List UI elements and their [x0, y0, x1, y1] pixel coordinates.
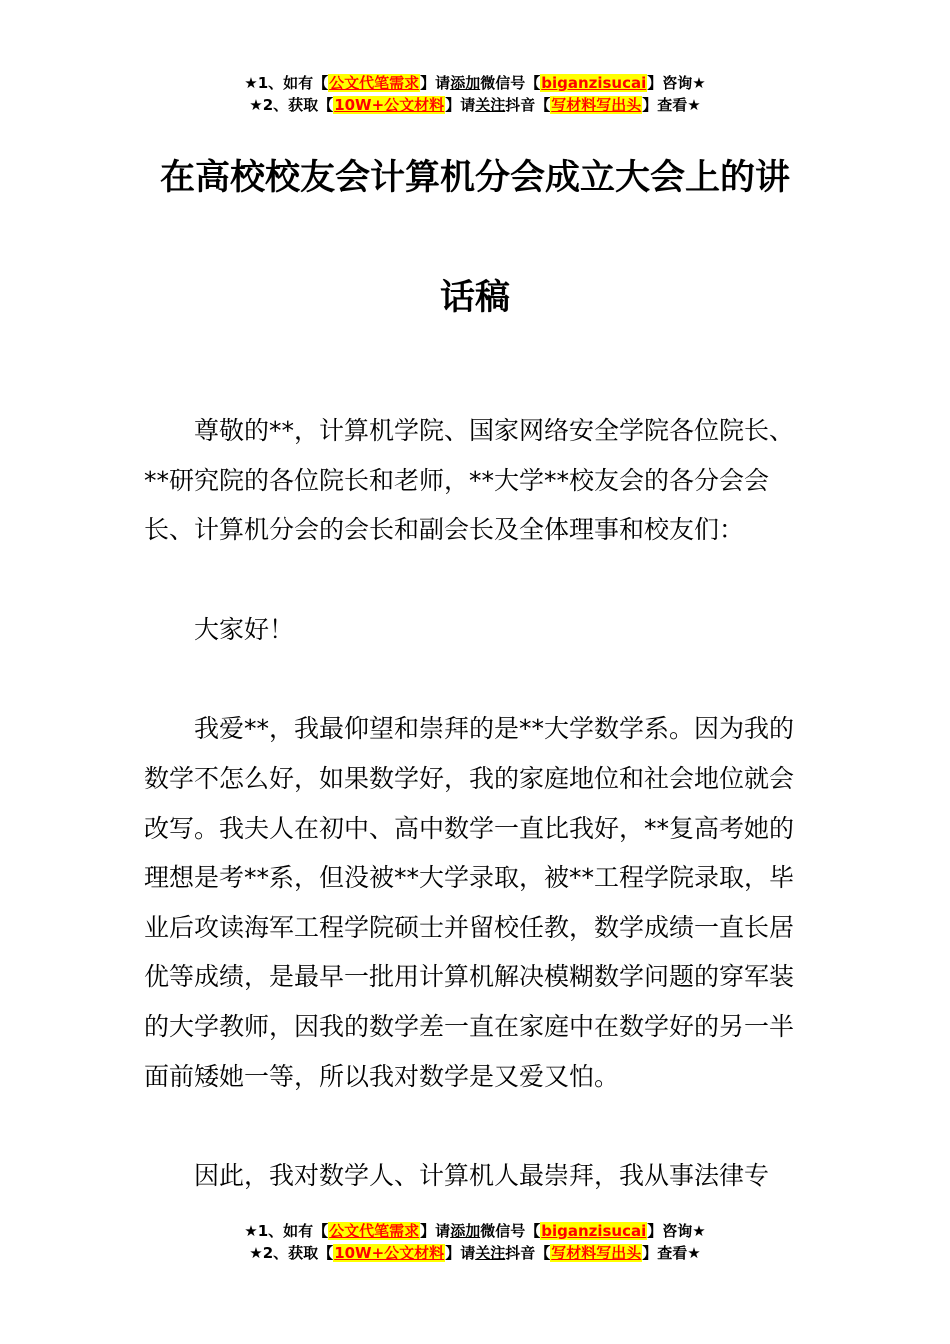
paragraph-admiration: 因此，我对数学人、计算机人最崇拜，我从事法律专: [194, 1161, 770, 1191]
banner-text: ★1、如有【: [244, 74, 329, 92]
highlight-douyin-account: 写材料写出头: [551, 96, 642, 114]
highlight-wechat-id: biganzisucai: [541, 74, 647, 92]
banner-text: 】请: [445, 96, 476, 114]
banner-text: 】请: [445, 1244, 476, 1262]
banner-text: ★1、如有【: [244, 1222, 329, 1240]
banner-underlined-text: 关注: [475, 96, 506, 114]
banner-text: 】咨询★: [647, 1222, 706, 1240]
banner-text: ★2、获取【: [249, 1244, 334, 1262]
banner-text: 】咨询★: [647, 74, 706, 92]
document-body: [144, 406, 812, 1251]
banner-text: 】请: [420, 74, 451, 92]
footer-banner: [0, 1220, 950, 1264]
banner-text: 微信号【: [480, 1222, 541, 1240]
highlight-ghostwriting-request: 公文代笔需求: [329, 74, 420, 92]
highlight-ghostwriting-request: 公文代笔需求: [329, 1222, 420, 1240]
banner-line-2: [0, 94, 950, 116]
paragraph-greeting: 大家好！: [194, 614, 295, 644]
highlight-materials: 10W+公文材料: [334, 1244, 445, 1262]
highlight-wechat-id: biganzisucai: [541, 1222, 647, 1240]
banner-line-2: [0, 1242, 950, 1264]
highlight-douyin-account: 写材料写出头: [551, 1244, 642, 1262]
banner-line-1: [0, 1220, 950, 1242]
paragraph-math: 我爱**，我最仰望和崇拜的是**大学数学系。因为我的数学不怎么好，如果数学好，我的家庭地位和社会地位就会改写。我夫人在初中、高中数学一直比我好，**复高考她的理想是考**系，但没被**大学录取，被**工程学院录取，毕业后攻读海军工程学院硕士并留校任教，数学成绩一直长居优等成绩，是最早一批用计算机解决模糊数学问题的穿军装的大学教师，因我的数学差一直在家庭中在数学好的另一半面前矮她一等，所以我对数学是又爱又怕。: [144, 714, 795, 1091]
banner-text: 抖音【: [505, 96, 551, 114]
banner-underlined-text: 添加: [450, 74, 481, 92]
highlight-materials: 10W+公文材料: [334, 96, 445, 114]
document-title-line-1: 在高校校友会计算机分会成立大会上的讲: [159, 158, 790, 198]
header-banner: [0, 72, 950, 116]
banner-underlined-text: 关注: [475, 1244, 506, 1262]
banner-text: 】请: [420, 1222, 451, 1240]
banner-text: ★2、获取【: [249, 96, 334, 114]
banner-text: 微信号【: [480, 74, 541, 92]
paragraph-salutation: 尊敬的**，计算机学院、国家网络安全学院各位院长、**研究院的各位院长和老师，**大学**校友会的各分会会长、计算机分会的会长和副会长及全体理事和校友们：: [144, 416, 795, 545]
banner-text: 】查看★: [642, 96, 701, 114]
banner-line-1: [0, 72, 950, 94]
banner-text: 抖音【: [505, 1244, 551, 1262]
banner-text: 】查看★: [642, 1244, 701, 1262]
banner-underlined-text: 添加: [450, 1222, 481, 1240]
document-title-line-2: 话稿: [439, 278, 510, 318]
